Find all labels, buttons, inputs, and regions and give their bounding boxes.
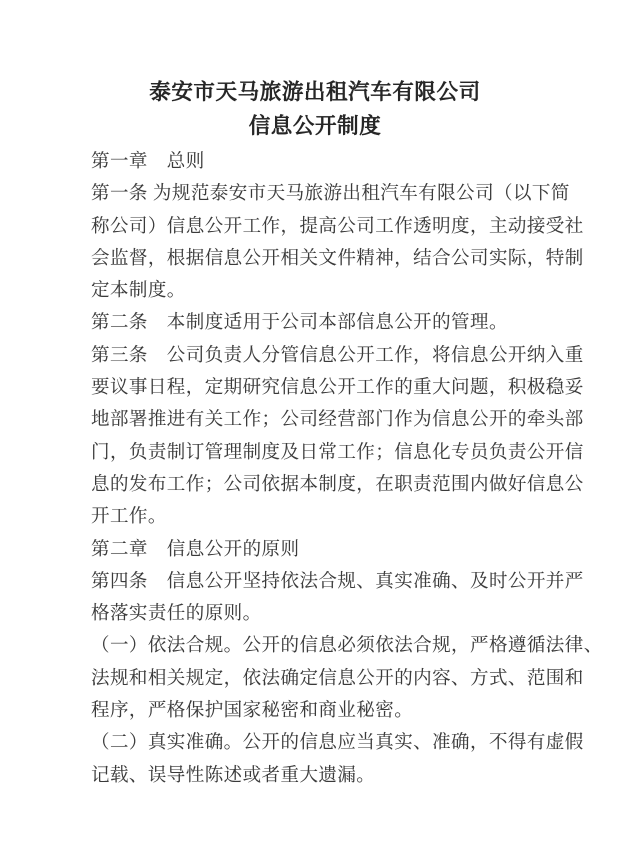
document-line: 定本制度。 [91, 281, 186, 302]
document-line: 称公司）信息公开工作，提高公司工作透明度，主动接受社 [91, 216, 584, 237]
document-title-line-2: 信息公开制度 [248, 114, 382, 138]
document-line: （二）真实准确。公开的信息应当真实、准确，不得有虚假 [91, 733, 584, 754]
document-title-line-1: 泰安市天马旅游出租汽车有限公司 [149, 80, 481, 104]
document-line: 第一章 总则 [91, 152, 205, 172]
document-line: 要议事日程，定期研究信息公开工作的重大问题，积极稳妥 [91, 378, 584, 399]
document-line: 格落实责任的原则。 [91, 604, 262, 625]
document-line: 第二条 本制度适用于公司本部信息公开的管理。 [91, 313, 508, 334]
document-line: 第一条 为规范泰安市天马旅游出租汽车有限公司（以下简 [91, 184, 570, 205]
document-line: 第三条 公司负责人分管信息公开工作，将信息公开纳入重 [91, 345, 584, 366]
document-line: 地部署推进有关工作；公司经营部门作为信息公开的牵头部 [91, 410, 584, 431]
document-line: 第四条 信息公开坚持依法合规、真实准确、及时公开并严 [91, 571, 584, 592]
document-line: 开工作。 [91, 507, 167, 528]
document-line: 记载、误导性陈述或者重大遗漏。 [91, 765, 376, 786]
document-line: 会监督，根据信息公开相关文件精神，结合公司实际，特制 [91, 248, 584, 269]
document-line: 息的发布工作；公司依据本制度，在职责范围内做好信息公 [91, 474, 584, 495]
document-line: 程序，严格保护国家秘密和商业秘密。 [91, 701, 414, 722]
document-line: 法规和相关规定，依法确定信息公开的内容、方式、范围和 [91, 668, 584, 689]
document-title [0, 75, 630, 143]
document-line: 第二章 信息公开的原则 [91, 539, 300, 560]
document-line: 门，负责制订管理制度及日常工作；信息化专员负责公开信 [91, 442, 584, 463]
document-line: （一）依法合规。公开的信息必须依法合规，严格遵循法律、 [91, 636, 603, 657]
document-body [91, 146, 603, 792]
